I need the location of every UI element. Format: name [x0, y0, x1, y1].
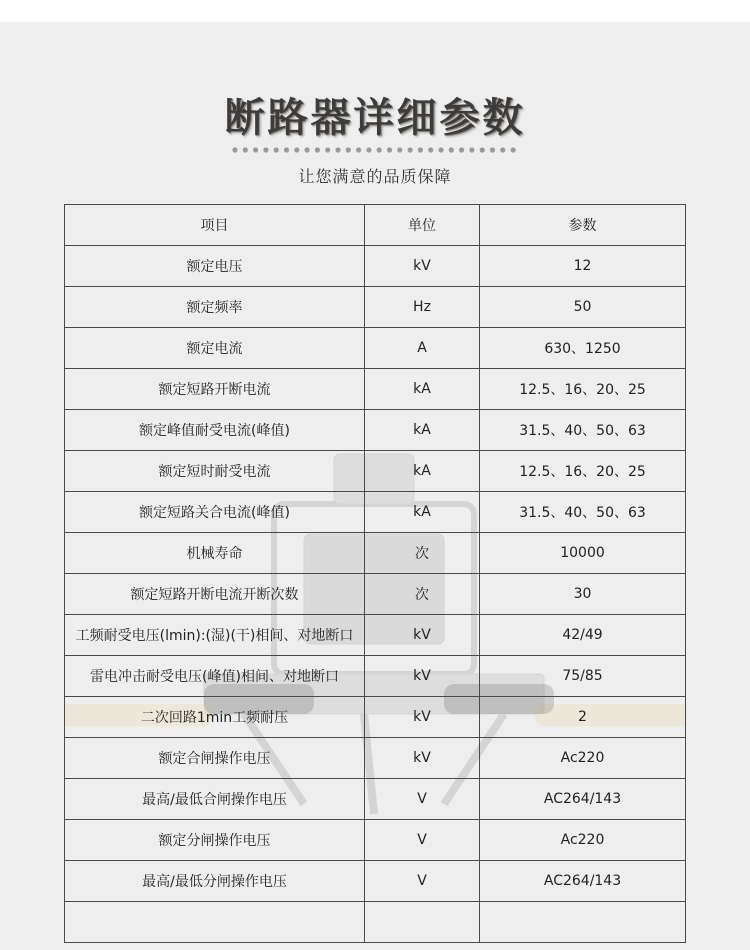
cell-item: [65, 902, 365, 943]
cell-value: 12: [480, 246, 686, 287]
cell-value: 12.5、16、20、25: [480, 369, 686, 410]
cell-unit: kV: [365, 656, 480, 697]
cell-unit: V: [365, 861, 480, 902]
cell-item: 额定短时耐受电流: [65, 451, 365, 492]
cell-value: 2: [480, 697, 686, 738]
cell-value: 10000: [480, 533, 686, 574]
page-subtitle: 让您满意的品质保障: [298, 167, 452, 186]
table-row: [65, 779, 686, 820]
divider-dot: [480, 147, 485, 152]
table-row: [65, 451, 686, 492]
cell-unit: [365, 902, 480, 943]
divider-dot: [232, 147, 237, 152]
cell-item: 额定电压: [65, 246, 365, 287]
divider-dot: [346, 147, 351, 152]
content-panel: [0, 22, 750, 950]
divider-dot: [335, 147, 340, 152]
cell-unit: Hz: [365, 287, 480, 328]
cell-unit: V: [365, 779, 480, 820]
divider-dot: [428, 147, 433, 152]
cell-unit: V: [365, 820, 480, 861]
cell-item: 额定短路开断电流: [65, 369, 365, 410]
cell-item: 额定电流: [65, 328, 365, 369]
spec-table-wrap: [64, 204, 686, 950]
divider-dot: [305, 147, 310, 152]
top-band: [0, 0, 750, 22]
cell-value: 75/85: [480, 656, 686, 697]
cell-item: 额定频率: [65, 287, 365, 328]
divider-dot: [356, 147, 361, 152]
cell-item: 额定短路开断电流开断次数: [65, 574, 365, 615]
divider-dot: [459, 147, 464, 152]
divider-dot: [274, 147, 279, 152]
spec-table: [64, 204, 686, 943]
divider-dot: [243, 147, 248, 152]
cell-unit: kA: [365, 492, 480, 533]
table-row: [65, 574, 686, 615]
cell-unit: kV: [365, 738, 480, 779]
cell-unit: A: [365, 328, 480, 369]
header-item: 项目: [65, 205, 365, 246]
cell-item: 额定峰值耐受电流(峰值): [65, 410, 365, 451]
table-row: [65, 492, 686, 533]
cell-unit: 次: [365, 533, 480, 574]
table-row: [65, 410, 686, 451]
divider-dot: [438, 147, 443, 152]
cell-value: 31.5、40、50、63: [480, 492, 686, 533]
divider-dot: [294, 147, 299, 152]
cell-item: 工频耐受电压(lmin):(湿)(干)相间、对地断口: [65, 615, 365, 656]
cell-value: 630、1250: [480, 328, 686, 369]
cell-unit: kA: [365, 410, 480, 451]
table-row: [65, 615, 686, 656]
cell-value: 42/49: [480, 615, 686, 656]
dotted-divider: [230, 146, 520, 154]
table-header-row: [65, 205, 686, 246]
table-row: [65, 738, 686, 779]
cell-value: AC264/143: [480, 861, 686, 902]
cell-value: Ac220: [480, 738, 686, 779]
cell-unit: kV: [365, 615, 480, 656]
cell-item: 二次回路1min工频耐压: [65, 697, 365, 738]
divider-dot: [408, 147, 413, 152]
cell-value: 31.5、40、50、63: [480, 410, 686, 451]
divider-dot: [366, 147, 371, 152]
cell-unit: kV: [365, 697, 480, 738]
cell-value: 50: [480, 287, 686, 328]
table-row: [65, 328, 686, 369]
cell-unit: kV: [365, 246, 480, 287]
cell-item: 额定合闸操作电压: [65, 738, 365, 779]
cell-value: Ac220: [480, 820, 686, 861]
divider-dot: [253, 147, 258, 152]
cell-item: 机械寿命: [65, 533, 365, 574]
cell-unit: kA: [365, 451, 480, 492]
page-title: 断路器详细参数: [224, 95, 526, 141]
cell-item: 最高/最低合闸操作电压: [65, 779, 365, 820]
header-value: 参数: [480, 205, 686, 246]
table-row: [65, 287, 686, 328]
table-row: [65, 246, 686, 287]
cell-value: AC264/143: [480, 779, 686, 820]
divider-dot: [511, 147, 516, 152]
divider-dot: [377, 147, 382, 152]
cell-item: 最高/最低分闸操作电压: [65, 861, 365, 902]
cell-item: 额定分闸操作电压: [65, 820, 365, 861]
table-row: [65, 533, 686, 574]
table-row: [65, 902, 686, 943]
cell-value: 12.5、16、20、25: [480, 451, 686, 492]
table-row: [65, 820, 686, 861]
table-row: [65, 656, 686, 697]
divider-dot: [387, 147, 392, 152]
cell-value: [480, 902, 686, 943]
header-unit: 单位: [365, 205, 480, 246]
divider-dot: [449, 147, 454, 152]
divider-dot: [469, 147, 474, 152]
cell-unit: kA: [365, 369, 480, 410]
divider-dot: [397, 147, 402, 152]
divider-dot: [284, 147, 289, 152]
table-row: [65, 861, 686, 902]
cell-item: 额定短路关合电流(峰值): [65, 492, 365, 533]
divider-dot: [500, 147, 505, 152]
divider-dot: [418, 147, 423, 152]
cell-item: 雷电冲击耐受电压(峰值)相间、对地断口: [65, 656, 365, 697]
table-row: [65, 369, 686, 410]
divider-dot: [490, 147, 495, 152]
cell-unit: 次: [365, 574, 480, 615]
table-row: [65, 697, 686, 738]
divider-dot: [263, 147, 268, 152]
divider-dot: [315, 147, 320, 152]
cell-value: 30: [480, 574, 686, 615]
divider-dot: [325, 147, 330, 152]
